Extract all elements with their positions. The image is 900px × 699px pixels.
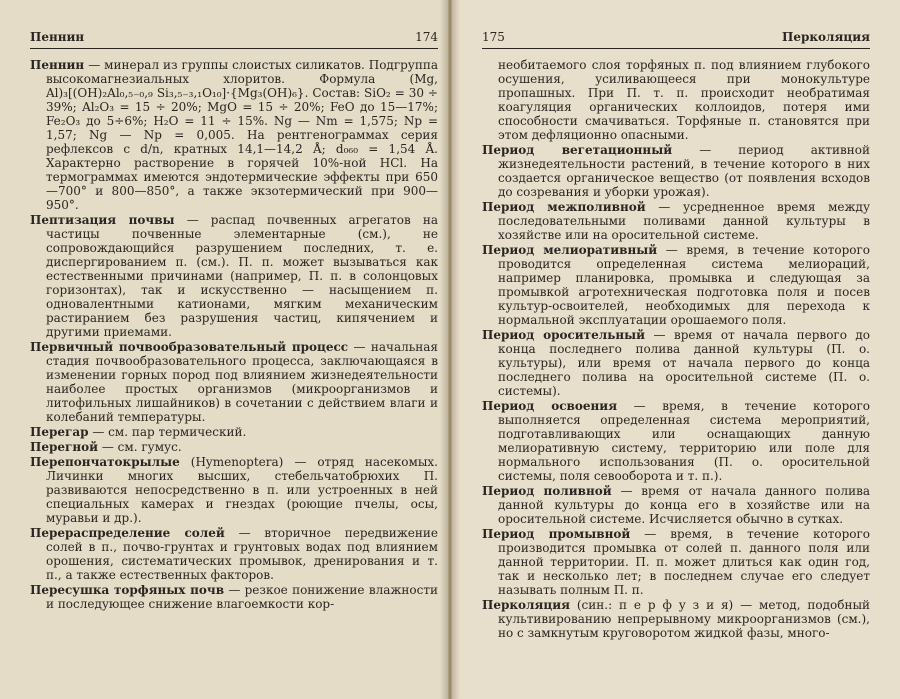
entry-term: Период вегетационный bbox=[482, 143, 673, 157]
entry-definition: — время, в течение которого выполняется определенная система мероприятий, подготавливающих или оснащающих данную мелиоративную систему, территорию или поле для нормального использования (П. о. оросительной системы, поля севооборота и т. п.). bbox=[498, 399, 871, 483]
right-running-head bbox=[482, 30, 870, 49]
entry-definition: — время, в течение которого производится промывка от солей п. данного поля или данной территории. П. п. может длиться как один год, так и несколько лет; в последнем случае его следует называть полным П. п. bbox=[498, 527, 870, 597]
dictionary-entry bbox=[482, 243, 870, 327]
left-page-number: 174 bbox=[415, 30, 438, 44]
entry-term: Период поливной bbox=[482, 484, 612, 498]
dictionary-entry bbox=[30, 526, 438, 582]
entry-term: Перераспределение солей bbox=[30, 526, 225, 540]
entry-definition: — см. гумус. bbox=[98, 440, 182, 454]
entry-definition: — начальная стадия почвообразовательного процесса, заключающаяся в изменении горных пород под влиянием жизнедеятельности наиболее простых организмов (микроорганизмов и литофильных лишайников) в сочетании с действием влаги и колебаний температуры. bbox=[46, 340, 438, 424]
entry-definition: — вторичное передвижение солей в п., почво-грунтах и грунтовых водах под влиянием орошения, систематических промывок, дренирования и т. п., а также естественных факторов. bbox=[46, 526, 439, 582]
entry-definition: — время от начала первого до конца последнего полива данной культуры (П. о. культуры), или время от начала первого до конца последнего полива на оросительной системе (П. о. системы). bbox=[498, 328, 870, 398]
dictionary-entry bbox=[30, 440, 438, 454]
right-head-word: Перколяция bbox=[782, 30, 870, 44]
entry-term: Период освоения bbox=[482, 399, 618, 413]
dictionary-entry bbox=[30, 455, 438, 525]
entry-term: Перегар bbox=[30, 425, 89, 439]
dictionary-entry bbox=[30, 58, 438, 212]
entry-term: Пеннин bbox=[30, 58, 85, 72]
dictionary-entry bbox=[30, 425, 438, 439]
dictionary-entry bbox=[482, 399, 870, 483]
entry-definition: — см. пар термический. bbox=[88, 425, 247, 439]
entry-term: Первичный почвообразовательный процесс bbox=[30, 340, 349, 354]
entry-term: Период межполивной bbox=[482, 200, 646, 214]
left-entries bbox=[30, 58, 438, 611]
dictionary-entry bbox=[30, 213, 438, 339]
entry-definition: — распад почвенных агрегатов на частицы почвенные элементарные (см.), не сопровождающийся разрушением последних, т. е. диспергированием п. (см.). П. п. может вызываться как естественными причинами (например, П. п. в солонцовых горизонтах), так и искусственно — насыщением п. одновалентными катионами, мягким механическим растиранием без разрушения частиц, кипячением и другими приемами. bbox=[46, 213, 439, 339]
entry-definition: — период активной жизнедеятельности растений, в течение которого в них создается органическое вещество (от появления всходов до созревания и уборки урожая). bbox=[498, 143, 871, 199]
dictionary-entry bbox=[482, 58, 870, 142]
entry-term: Период промывной bbox=[482, 527, 631, 541]
dictionary-entry bbox=[30, 340, 438, 424]
entry-term: Период мелиоративный bbox=[482, 243, 658, 257]
entry-term: Перепончатокрылые bbox=[30, 455, 180, 469]
book-gutter bbox=[440, 0, 460, 699]
entry-definition: необитаемого слоя торфяных п. под влиянием глубокого осушения, усиливающееся при монокультуре пропашных. При П. т. п. происходит необратимая коагуляция органических коллоидов, потеря ими способности смачиваться. Торфяные п. становятся при этом дефляционно опасными. bbox=[498, 58, 870, 142]
entry-definition: (син.: п е р ф у з и я) — метод, подобный культивированию непрерывному микроорганизмов (см.), но с замкнутым круговоротом жидкой фазы, много- bbox=[498, 598, 870, 640]
entry-definition: (Hymenoptera) — отряд насекомых. Личинки многих высших, стебельчатобрюхих П. развиваются непосредственно в п. или устроенных в ней специальных камерах и гнездах (роющие пчелы, осы, муравьи и др.). bbox=[46, 455, 438, 525]
entry-definition: — резкое понижение влажности и последующее снижение влагоемкости кор- bbox=[46, 583, 438, 611]
entry-term: Период оросительный bbox=[482, 328, 646, 342]
dictionary-entry bbox=[482, 143, 870, 199]
dictionary-entry bbox=[482, 200, 870, 242]
right-page bbox=[452, 0, 900, 699]
entry-term: Пептизация почвы bbox=[30, 213, 175, 227]
right-entries bbox=[482, 58, 870, 640]
dictionary-entry bbox=[482, 527, 870, 597]
entry-term: Перегной bbox=[30, 440, 99, 454]
entry-definition: — усредненное время между последовательными поливами данной культуры в хозяйстве или на оросительной системе. bbox=[498, 200, 871, 242]
entry-term: Перколяция bbox=[482, 598, 570, 612]
entry-definition: — минерал из группы слоистых силикатов. Подгруппа высокомагнезиальных хлоритов. Формула (Mg, Al)₃[(OH)₂Al₀,₅₋₀,₉ Si₃,₅₋₃,₁O₁₀]·{Mg₃(OH)₆}. Состав: SiO₂ = 30 ÷ 39%; Al₂O₃ = 15 ÷ 20%; MgO = 15 ÷ 20%; FeO до 15—17%; Fe₂O₃ до 5÷6%; H₂O = 11 ÷ 15%. Ng — Nm = 1,575; Np = 1,57; Ng — Np = 0,005. На рентгенограммах серия рефлексов с d/n, кратных 14,1—14,2 Å; d₀₆₀ = 1,54 Å. Характерно растворение в горячей 10%-ной HCl. На термограммах имеются эндотермические эффекты при 650—700° и 800—850°, а также экзотермический при 900—950°. bbox=[46, 58, 438, 212]
dictionary-entry bbox=[482, 598, 870, 640]
dictionary-entry bbox=[30, 583, 438, 611]
left-head-word: Пеннин bbox=[30, 30, 85, 44]
dictionary-entry bbox=[482, 484, 870, 526]
left-running-head bbox=[30, 30, 438, 49]
entry-term: Пересушка торфяных почв bbox=[30, 583, 225, 597]
right-page-number: 175 bbox=[482, 30, 505, 44]
entry-definition: — время, в течение которого проводится определенная система мелиораций, например планировка, промывка и следующая за промывкой агротехническая подготовка поля и посев культур-освоителей, необходимых для перехода к нормальной эксплуатации орошаемого поля. bbox=[498, 243, 870, 327]
left-page bbox=[0, 0, 448, 699]
entry-definition: — время от начала данного полива данной культуры до конца его в хозяйстве или на оросительной системе. Исчисляется обычно в сутках. bbox=[498, 484, 870, 526]
dictionary-entry bbox=[482, 328, 870, 398]
